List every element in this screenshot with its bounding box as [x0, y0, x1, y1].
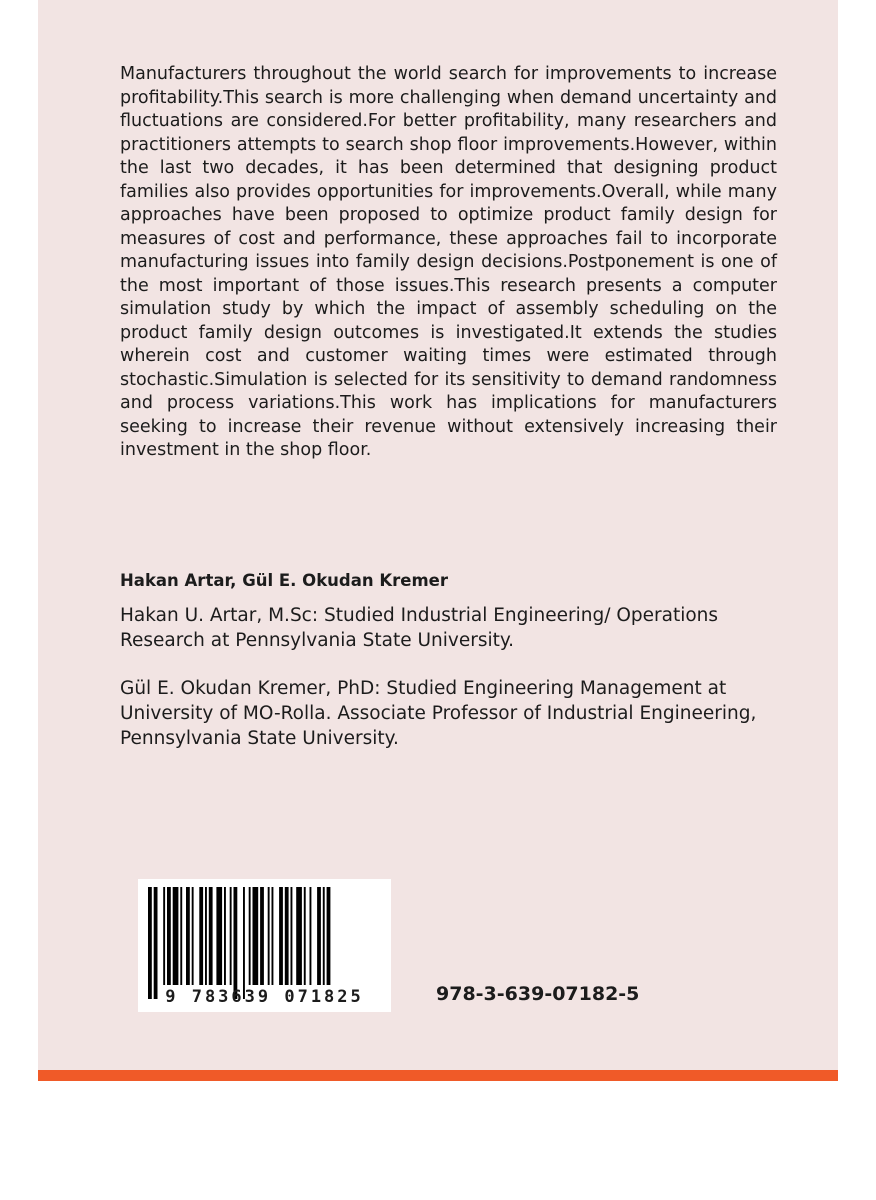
barcode-bar: [249, 887, 251, 985]
barcode-bar: [291, 887, 293, 985]
barcode-bar: [163, 887, 165, 985]
barcode-bar: [272, 887, 274, 985]
barcode-bar: [186, 887, 190, 985]
barcode-bar: [234, 887, 238, 999]
author-bio-artar: Hakan U. Artar, M.Sc: Studied Industrial Engineering/ Operations Research at Pennsylvania State University.: [120, 605, 719, 651]
barcode: [138, 879, 391, 1012]
barcode-bar: [192, 887, 194, 985]
barcode-digits: 9 783639 071825: [165, 987, 364, 1007]
barcode-bar: [209, 887, 213, 985]
abstract-text: Manufacturers throughout the world search for improvements to increase profitability.This search is more challenging when demand uncertainty and fluctuations are considered.For better profitability, many researchers and practitioners attempts to search shop floor improvements.However, within the last two decades, it has been determined that designing product families also provides opportunities for improvements.Overall, while many approaches have been proposed to optimize product family design for measures of cost and performance, these approaches fail to incorporate manufacturing issues into family design decisions.Postponement is one of the most important of those issues.This research presents a computer simulation study by which the impact of assembly scheduling on the product family design outcomes is investigated.It extends the studies wherein cost and customer waiting times were estimated through stochastic.Simulation is selected for its sensitivity to demand randomness and process variations.This work has implications for manufacturers seeking to increase their revenue without extensively increasing their investment in the shop floor.: [120, 64, 777, 460]
barcode-bar: [173, 887, 179, 985]
barcode-bar: [323, 887, 325, 985]
barcode-bar: [327, 887, 331, 985]
barcode-bar: [216, 887, 222, 985]
barcode-bar: [304, 887, 306, 985]
authors-heading: Hakan Artar, Gül E. Okudan Kremer: [120, 571, 448, 590]
barcode-bar: [243, 887, 245, 999]
barcode-bar: [224, 887, 226, 985]
barcode-bar: [148, 887, 152, 999]
barcode-bar: [253, 887, 259, 985]
barcode-bar: [268, 887, 270, 985]
barcode-bar: [310, 887, 312, 985]
barcode-bar: [230, 887, 232, 985]
barcode-bar: [317, 887, 321, 985]
barcode-bar: [154, 887, 158, 999]
barcode-bar: [285, 887, 289, 985]
barcode-bar: [296, 887, 302, 985]
isbn-number: 978-3-639-07182-5: [436, 983, 640, 1005]
barcode-bar: [199, 887, 203, 985]
barcode-bar: [167, 887, 171, 985]
barcode-bar: [205, 887, 207, 985]
author-bio-kremer: Gül E. Okudan Kremer, PhD: Studied Engineering Management at University of MO-Rolla. Associate Professor of Industrial Engineering, Pennsylvania State University.: [120, 678, 757, 749]
barcode-bar: [279, 887, 283, 985]
barcode-bar: [180, 887, 182, 985]
barcode-bar: [260, 887, 264, 985]
accent-bar: [38, 1070, 838, 1081]
